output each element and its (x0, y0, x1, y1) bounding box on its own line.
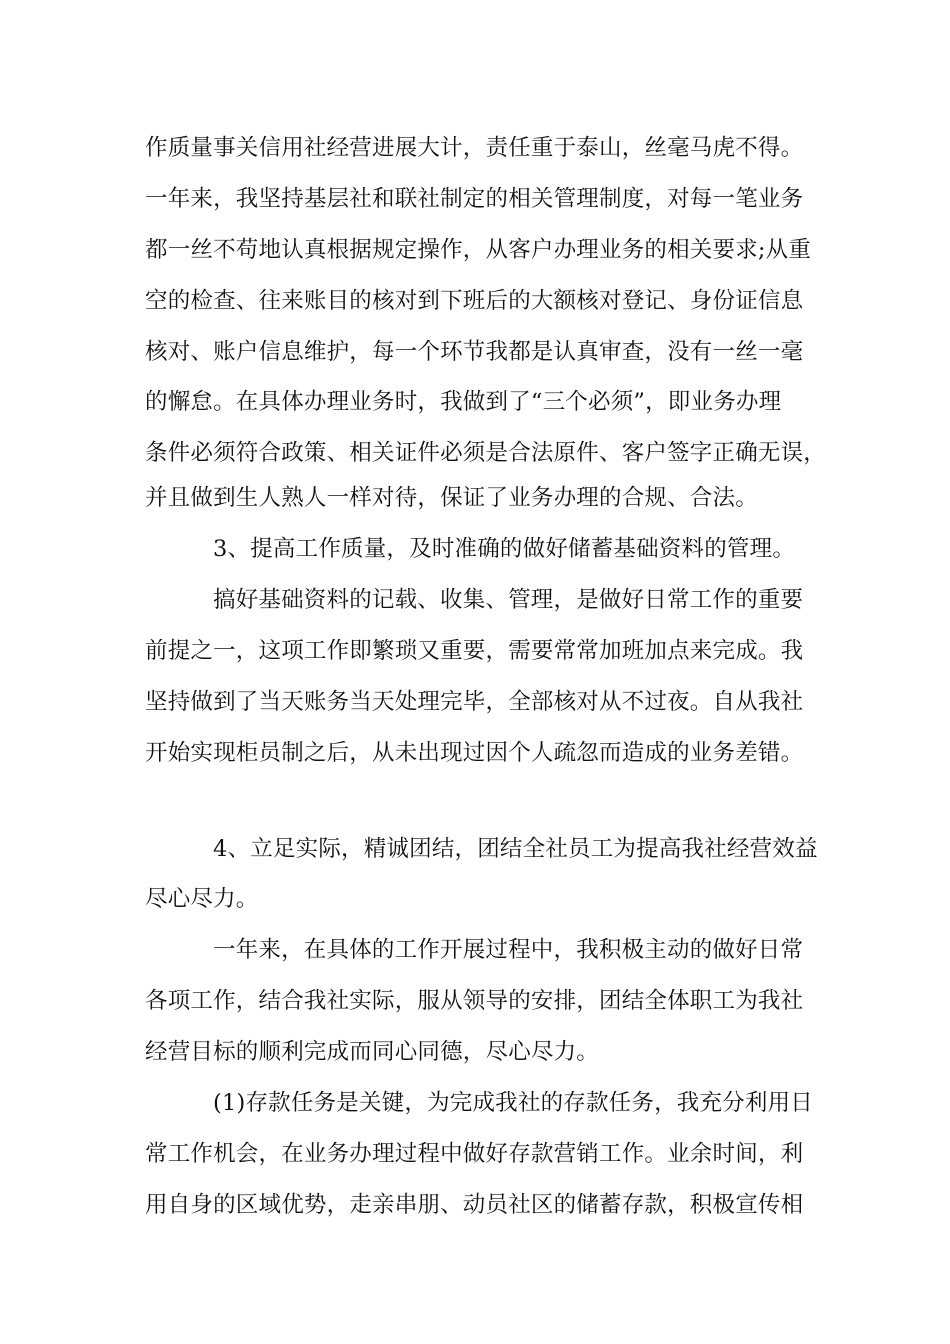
text-line-8: 并且做到生人熟人一样对待，保证了业务办理的合规、合法。 (145, 485, 758, 511)
text-line-2: 一年来，我坚持基层社和联社制定的相关管理制度，对每一笔业务 (145, 186, 804, 212)
text-line-15: 尽心尽力。 (145, 886, 259, 912)
text-line-18: 经营目标的顺利完成而同心同德，尽心尽力。 (145, 1039, 600, 1065)
text-line-3: 都一丝不苟地认真根据规定操作，从客户办理业务的相关要求;从重 (145, 237, 812, 263)
text-line-6: 的懈怠。在具体办理业务时，我做到了“三个必须”，即业务办理 (145, 389, 782, 415)
text-line-21: 用自身的区域优势，走亲串朋、动员社区的储蓄存款，积极宣传相 (145, 1192, 804, 1218)
section-heading-4: 4、立足实际，精诚团结，团结全社员工为提高我社经营效益 (213, 836, 818, 862)
section-heading-3: 3、提高工作质量，及时准确的做好储蓄基础资料的管理。 (213, 536, 796, 562)
text-line-16: 一年来，在具体的工作开展过程中，我积极主动的做好日常 (213, 937, 804, 963)
text-line-12: 坚持做到了当天账务当天处理完毕，全部核对从不过夜。自从我社 (145, 689, 804, 715)
text-line-7: 条件必须符合政策、相关证件必须是合法原件、客户签字正确无误， (145, 440, 827, 466)
text-line-10: 搞好基础资料的记载、收集、管理，是做好日常工作的重要 (213, 587, 804, 613)
text-line-20: 常工作机会，在业务办理过程中做好存款营销工作。业余时间，利 (145, 1141, 804, 1167)
text-line-1: 作质量事关信用社经营进展大计，责任重于泰山，丝毫马虎不得。 (145, 135, 804, 161)
text-line-17: 各项工作，结合我社实际，服从领导的安排，团结全体职工为我社 (145, 988, 804, 1014)
text-line-11: 前提之一，这项工作即繁琐又重要，需要常常加班加点来完成。我 (145, 638, 804, 664)
text-line-13: 开始实现柜员制之后，从未出现过因个人疏忽而造成的业务差错。 (145, 740, 804, 766)
text-line-4: 空的检查、往来账目的核对到下班后的大额核对登记、身份证信息 (145, 288, 804, 314)
text-line-19: (1)存款任务是关键，为完成我社的存款任务，我充分利用日 (213, 1090, 813, 1116)
text-line-5: 核对、账户信息维护，每一个环节我都是认真审查，没有一丝一毫 (145, 339, 804, 365)
